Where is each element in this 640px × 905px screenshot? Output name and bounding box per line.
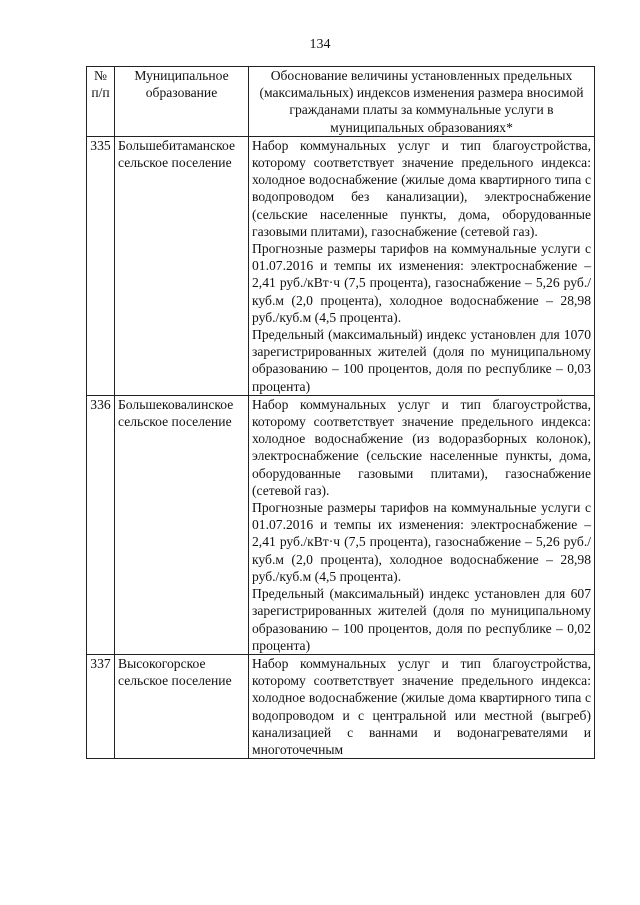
table-header-row (87, 67, 595, 137)
row-number: 335 (87, 136, 115, 395)
residents-paragraph: Предельный (максимальный) индекс установлен для 1070 зарегистрированных жителей (доля по муниципальному образованию – 100 процентов, доля по республике – 0,03 процента) (252, 327, 591, 394)
services-paragraph: Набор коммунальных услуг и тип благоустройства, которому соответствует значение предельного индекса: холодное водоснабжение (из водоразборных колонок), электроснабжение (сельские населенные пункты, дома, оборудованные газовыми плитами), газоснабжение (сетевой газ). (252, 396, 591, 498)
services-paragraph: Набор коммунальных услуг и тип благоустройства, которому соответствует значение предельного индекса: холодное водоснабжение (жилые дома квартирного типа с водопроводом и с центральной или местной (выгреб) канализацией с ваннами и водонагревателями и многоточечным (252, 655, 591, 757)
header-municipality: Муниципальное образование (115, 67, 249, 137)
municipality-name: Высокогорское сельское поселение (115, 654, 249, 758)
basis-cell (249, 395, 595, 654)
tariff-index-table (86, 66, 595, 759)
basis-cell (249, 136, 595, 395)
row-number: 337 (87, 654, 115, 758)
tariffs-paragraph: Прогнозные размеры тарифов на коммунальные услуги с 01.07.2016 и темпы их изменения: электроснабжение – 2,41 руб./кВт·ч (7,5 процента), газоснабжение – 5,26 руб./куб.м (2,0 процента), холодное водоснабжение – 28,98 руб./куб.м (4,5 процента). (252, 241, 591, 325)
municipality-name: Большековалинское сельское поселение (115, 395, 249, 654)
municipality-name: Большебитаманское сельское поселение (115, 136, 249, 395)
page-number: 134 (309, 37, 331, 52)
row-number: 336 (87, 395, 115, 654)
residents-paragraph: Предельный (максимальный) индекс установлен для 607 зарегистрированных жителей (доля по муниципальному образованию – 100 процентов, доля по республике – 0,02 процента) (252, 586, 591, 653)
tariffs-paragraph: Прогнозные размеры тарифов на коммунальные услуги с 01.07.2016 и темпы их изменения: электроснабжение – 2,41 руб./кВт·ч (7,5 процента), газоснабжение – 5,26 руб./куб.м (2,0 процента), холодное водоснабжение – 28,98 руб./куб.м (4,5 процента). (252, 500, 591, 584)
header-number: № п/п (87, 67, 115, 137)
basis-cell (249, 654, 595, 758)
services-paragraph: Набор коммунальных услуг и тип благоустройства, которому соответствует значение предельного индекса: холодное водоснабжение (жилые дома квартирного типа с водопроводом без канализации), электроснабжение (сельские населенные пункты, дома, оборудованные газовыми плитами), газоснабжение (сетевой газ). (252, 137, 591, 239)
table-row (87, 395, 595, 654)
table-row (87, 136, 595, 395)
header-basis: Обоснование величины установленных предельных (максимальных) индексов изменения размера вносимой гражданами платы за коммунальные услуги в муниципальных образованиях* (249, 67, 595, 137)
table-row (87, 654, 595, 758)
